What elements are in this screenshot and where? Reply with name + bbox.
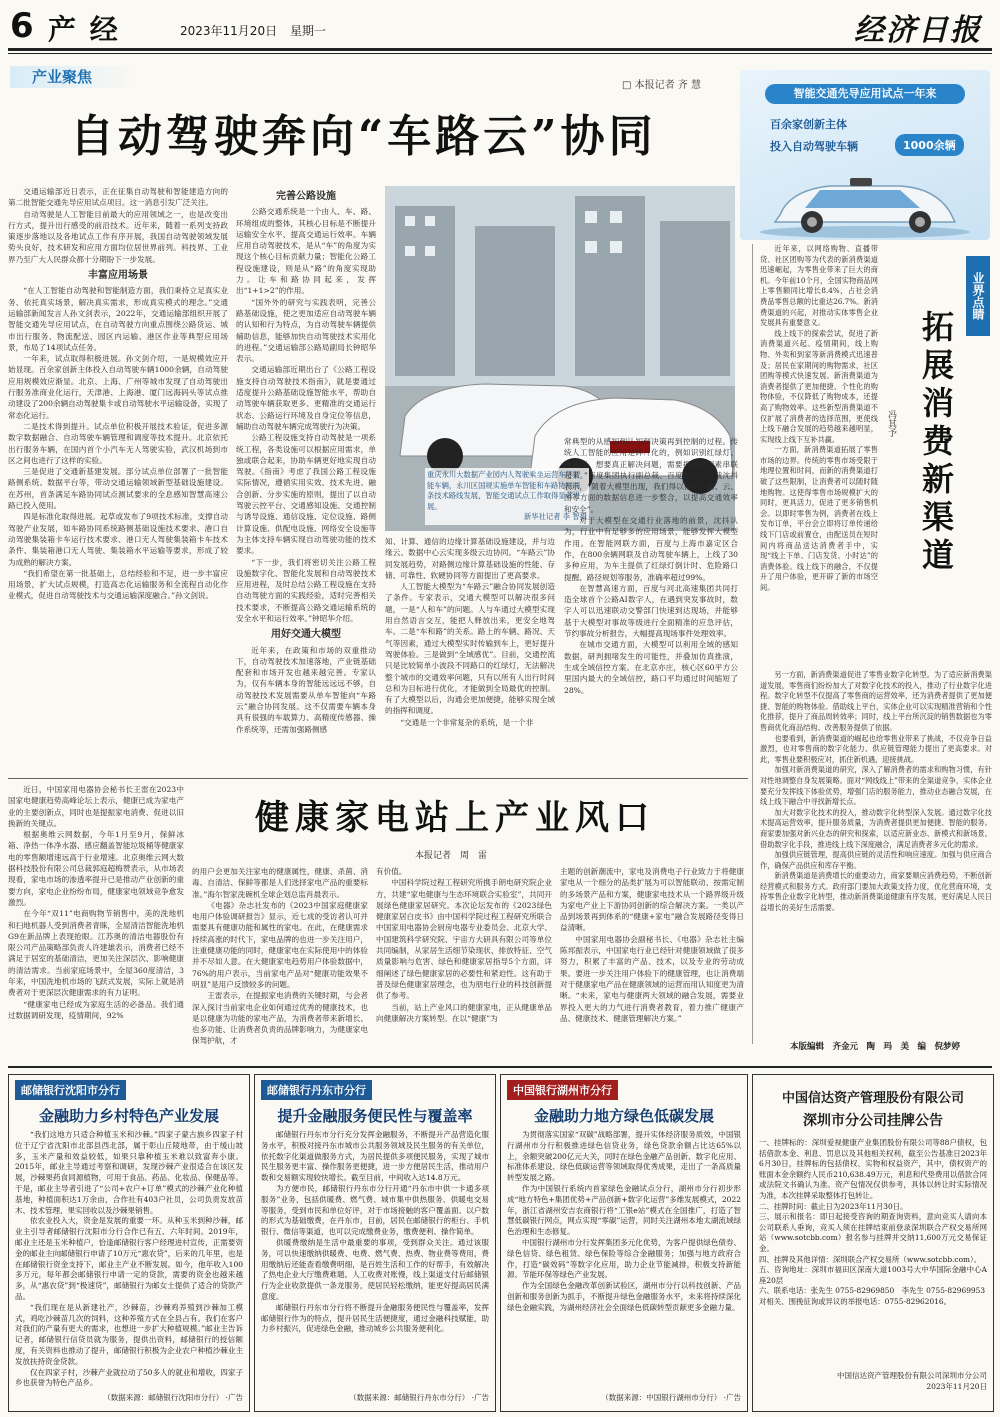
masthead-rule <box>8 48 992 51</box>
banner-title: 智能交通先导应用试点一年来 <box>765 84 965 104</box>
middle-col2 <box>192 866 368 1064</box>
middle-col4 <box>560 866 744 1064</box>
ad-body <box>501 1130 747 1392</box>
paragraph: 知、计算、通信的边缘计算基础设施建设，并与边缘云、数据中心云实现多级云边协同。“车路云”协同发展趋势，对路侧边缘计算基础设施的性能、存储、可靠性、软硬协同等方面提出了更高要求。 <box>385 537 555 580</box>
paragraph: “国外外的研究与实践表明，完善公路基础设施，使之更加适应自动驾驶车辆的认知和行为特点，为自动驾驶车辆提供辅助信息，能够加快自动驾驶技术实用化的进程。”交通运输部公路局副局长钟昭华表示。 <box>236 297 376 364</box>
paragraph: 加大对数字化技术的投入，推动数字化转型深入发展。通过数字化技术提高运营效率，提升服务质量，为消费者提供更加便捷、智能的服务。商家要加强对新兴业态的研究和探索，以适应新业态、新模式和新场景。借助数字化手段，推进线上线下深度融合，满足消费者多元化的需求。 <box>760 807 992 849</box>
paragraph: “我们希望在第一批基础上，总结经验和不足，进一步丰富应用场景，扩大试点规模，打造高志化运输服务和全流程自动化作业模式，促进自动驾驶技术与交通运输深度融合。”孙文剑说。 <box>8 568 228 601</box>
opinion-rubric <box>966 256 990 336</box>
notice-signature: 中国信达资产管理股份有限公司深圳市分公司 <box>837 1371 987 1380</box>
ad-boc-huzhou <box>500 1074 748 1412</box>
section-name: 产 经 <box>48 13 120 46</box>
ad-mark: ·广告 <box>225 1393 243 1402</box>
ads-divider <box>8 1066 992 1068</box>
paragraph: 为贯彻落实国家“双碳”战略部署，提升实体经济服务质效，中国银行湖州市分行积极推进绿色信贷业务，绿色贷款余额占比达65%以上，余额突破200亿元大关，同时在绿色金融产品创新、数字化应用、标准体系建设、绿色低碳运营等领域取得优秀成果，走出了一条高质量转型发展之路。 <box>507 1130 741 1183</box>
masthead-rule-thin <box>8 53 992 54</box>
ad-psbc-dandong <box>254 1074 496 1412</box>
source-text: （数据来源：中国银行湖州市分行） <box>601 1393 722 1402</box>
ad-bank-name <box>501 1075 747 1100</box>
paragraph: 根据奥维云网数据，今年1月至9月，保鲜冰箱、净热一体净水器、感应翻盖智能垃圾桶等健康家电的零售额增速远高于行业增速。北京奥维云网大数据科技股份有限公司总裁郭庭超梅赞表示，从市场表现看，家电市场的渗透率提升已是推动产业创新的重要方向，家电企业纷纷布局，健康家电领域竞争愈发激烈。 <box>8 830 184 907</box>
top-article-col4 <box>564 436 738 766</box>
masthead <box>0 0 1000 58</box>
paragraph: 公路交通系统是一个由人、车、路、环境组成的整体，其核心目标是不断提升运输安全水平、提高交通运行效率。车辆应用自动驾驶技术，是从“车”的角度为实现这个核心目标贡献力量；智能化公路工程设施建设，则是从“路”的角度实现助力。让车和路协同起来，发挥出“1+1>2”的作用。 <box>236 207 376 296</box>
paragraph: 作为中国银行系统内首家绿色金融试点分行，湖州市分行初步形成“地方特色+集团优势+产品创新+数字化运营”多维发展模式，2022年，浙江省湖州安吉农商银行将“工银e站”模式在全国推广，打造了智慧低碳银行网点，网点实现“零碳”运营，同时关注湖州本地太湖流域绿色治理和生态修复。 <box>507 1183 741 1237</box>
paragraph: 近日，中国家用电器协会秘书长王雷在2023中国家电健康趋势高峰论坛上表示，健康已成为家电产业的主要创新点，同时也是提振家电消费、促进以旧换新的关键点。 <box>8 785 184 828</box>
paragraph: 在今年“双11”电商购物节销售中，美的洗地机和扫地机器人受到消费者青睐，全屋清洁智能洗地机G9在新品牌上表现抢眼。江苏奥的清洁电器股份有限公司产品策略部负责人许建雄表示，消费者已经不满足于居室的基础清洁，更加关注深层次、影响健康的清洁需求。当前家庭场景中，全屋360度清洁，3年来，中国洗地机市场的飞跃式发展，实际上就是消费者对于更深层次健康需求的有力证明。 <box>8 909 184 998</box>
paragraph: 当前，站上产业风口的健康家电，正从健康单品向健康解决方案转型。在以“健康”为 <box>376 1002 552 1023</box>
paragraph: “我们现在是从新建社产，沙棘苗，沙棘鸡养殖到沙棘加工模式，鸡吃沙棘苗几次的饲料，这种养殖方式在全县占有。我们在客户对我们的产量有更大的需求，也想进一步扩大种植规模。”邮业主告诉记者，邮储银行信贷员就为服务，提供出资料，邮储银行的授信额度，有关资料也推动了提升，邮储银行积极为企业农户种植沙棘业主发放扶持资金贷款。 <box>15 1302 243 1366</box>
paragraph: 三是促进了交通新基建发展。部分试点单位部署了一批智能路侧系统、数据平台等，带动交通运输领域新型基础设施建设。在苏州，首条满足车路协同试点测试要求的全息感知智慧高速公路已投入使用。 <box>8 467 228 511</box>
paragraph: 近年来，在政策和市场的双重推动下，自动驾驶技术加速落地，产业链基础配套和市场开发也越来越完善。专家认为，仅有车辆本身的智能远远远不够，自动驾驶技术发展需要从单车智能向“车路云”融合协同发展。这不仅需要车辆本身具有很强的车载算力、高精度传感器、操作系统等，还需加强路侧感 <box>236 645 376 734</box>
paragraph: 近年来，以网络购物、直播带货、社区团购等为代表的新消费渠道迅速崛起，为零售业带来了巨大的商机。今年前10个月，全国实物商品网上零售额同比增长8.4%，占社会消费品零售总额的比重达26.7%。新消费渠道的兴起，对推动实体零售企业发展具有重要意义。 <box>760 244 878 328</box>
ad-bank-name <box>255 1075 495 1100</box>
top-article-col1 <box>8 186 228 786</box>
opinion-headline <box>918 310 958 576</box>
ad-bank-name <box>9 1075 249 1100</box>
col1-intro <box>8 186 228 265</box>
ad-title: 提升金融服务便民性与覆盖率 <box>277 1107 473 1125</box>
notice-item: 对相关、围挽征询或异议的举报电话：0755-82962016。 <box>759 1296 951 1306</box>
cinda-notice <box>752 1074 994 1412</box>
paragraph: 为方便市民，邮储银行丹东市分行开通“丹东市中供一卡通多项服务”业务，包括供暖费、燃气费、城市集中供热服务、供暖电交易等服务，受到市民和单位好评，对于市场接触的客户覆盖面、以户数的形式为基础缴费，在丹东市，目前，居民在邮储银行的柜台、手机银行、微信等渠道，也可以完成缴费业务，缴费便利、操作简单。 <box>261 1183 489 1237</box>
notice-item: 一、挂牌标的：深圳爱视健康产业集团股份有限公司等88户债权，包括借款本金、利息、罚息以及其他相关权利，截至公告基准日2023年6月30日，挂牌标的包括债权、实物和权益资产，其中，债权资产的账面本金余额约人民币210,638.49万元，利息和代垫费用以借款合同或法院文书确认为准。资产包情况仅供参考，具体以转让时实际情况为准，本次挂牌采取整体打包转让。 <box>759 1138 987 1200</box>
banner-stat-entities: 百余家创新主体 <box>770 118 847 131</box>
subhead-traffic-model: 用好交通大模型 <box>271 629 341 641</box>
page-number: 6 <box>10 6 34 46</box>
paper-logo: 经济日报 <box>854 13 982 48</box>
caption-text: 重庆永川大数据产业园内人驾驶乘坐运营车等智能车辆，永川区国规实施单车智能和车路协同两条技术路线发展，智能交通试点工作取得显著进展。 <box>427 470 581 511</box>
paragraph: 主题的创新潮流中，家电及消费电子行业致力于将健康家电从一个细分的品类扩展为可以智能联动、按需定制的多场景产品和方案，健康家电技术从一个路界级升级为家电产业上下游协同创新的综合解决方案。一类以产品到场景再到体系的“健康+家电”融合发展路径变得日益清晰。 <box>560 867 744 933</box>
ad-psbc-shenyang <box>8 1074 250 1412</box>
notice-item: 二、挂牌时间：截止日为2023年11月30日。 <box>759 1201 908 1211</box>
paragraph: 公路工程设施支持自动驾驶是一项系统工程，各类设施可以根据应用需求，单独或联合起来，协助车辆更好地实现自动驾驶。《指南》考虑了我国公路工程设施实际情况，遵循实用实效、技术先进、融合创新、分步实施的原则，提出了以自动驾驶云控平台、交通感知设施、交通控制与诱导设施、通信设施、定位设施、路侧计算设施、供配电设施、网络安全设施等为主体支持车辆实现自动驾驶功能的技术要求。 <box>236 433 376 556</box>
opinion-author <box>884 410 898 437</box>
paragraph: 有价值。 <box>376 867 407 876</box>
notice-body <box>753 1138 993 1368</box>
paragraph: 四是标准化取得进展。起草或发布了9项技术标准，支撑自动驾驶产业发展，如车路协同系统路侧基础设施技术要求、港口自动驾驶集装箱卡车运行技术要求、港口无人驾驶集装箱卡车技术条件、集装箱港口无人驾驶、集装箱水平运输等要求，形成了较为成熟的解决方案。 <box>8 512 228 567</box>
ad-source <box>9 1392 249 1403</box>
notice-company: 中国信达资产管理股份有限公司 <box>781 1091 964 1106</box>
top-article-col2 <box>236 186 376 786</box>
paragraph: 邮储银行丹东市分行将不断提升金融服务便民性与覆盖率，发挥邮储银行作为的特点，提升居民生活便捷度，通过金融科技赋能，助力乡村振兴，促进绿色金融，推动城乡公共服务便利化。 <box>261 1302 489 1334</box>
editors-credit: 本版编辑 齐金元 陶 玛 美 编 倪梦婷 <box>790 1042 961 1052</box>
paragraph: 加强对新消费渠道的研究，深入了解消费者的需求和购物习惯，有针对性地调整自身发展策略。面对“网线线上”带来的全渠道竞争，实体企业要充分发挥线下体验优势，增强门店的服务能力，推动业态融合发展，在线上线下融合中寻找新增长点。 <box>760 765 992 807</box>
notice-date: 2023年11月20日 <box>926 1382 987 1391</box>
middle-col1 <box>8 784 184 1064</box>
paragraph: 的用户会更加关注家电的健康属性，健康、杀菌、消毒、自清洁、保鲜等都是人们选择家电产品的重要标准。”海尔智家洗碗机全球企划总监肖晨表示。 <box>192 867 368 899</box>
paragraph: 作为全国绿色金融改革创新试验区，湖州市分行以科技创新、产品创新和服务创新为抓手，不断提升绿色金融服务水平，未来将持续深化绿色金融实践，为湖州经济社会全面绿色低碳转型贡献更多金融力量。 <box>507 1281 741 1312</box>
paragraph: 另一方面，新消费渠道促进了零售业数字化转型。为了适应新消费渠道发展，零售商们纷纷加大了对数字化技术的投入，推动了行业数字化进程。数字化转型不仅提高了零售商的运营效率，还为消费者提供了更加便捷、智能的购物体验。借助线上平台，实体企业可以实现精准营销和个性化推荐，提升了商品周转效率；同时，线上平台所沉淀的销售数据也为零售商优化商品结构、改善服务提供了依据。 <box>760 670 992 732</box>
paragraph: 依农业投入大，资金是发展的重要一环。从种玉米到种沙棘，邮业主引导者邮储银行沈阳市分行合作已有五、六年时间。2019年，邮业主还是玉米种植户，恰逢邮储银行客户经理进村宣传，正需要资金的邮业主向邮储银行申请了10万元“惠农贷”，后来的几年里，也是在邮储银行资金支持下，邮业主产业不断发展。如今，他年收入100多万元，每年都会邮储银行申请一定的贷款，需要的资金也越来越多，从“惠农贷”到“极速贷”，邮储银行为邮女士提供了适合的贷款产品。 <box>15 1216 243 1301</box>
paragraph: 在城市交通方面，大模型可以利用全域的感知数据，研判拥堵发生的可能性，并叠加仿真推演，生成全域信控方案。在北京亦庄，核心区60平方公里国内最大的全域信控，路口平均通过时间缩短了28%。 <box>564 640 738 695</box>
paragraph: 人工智能大模型为“车路云”融合协同发展创造了条件。专家表示，交通大模型可以解决很多问题，一是“人和车”的问题。人与车通过大模型实现用自然语言交互，能把人释放出来，更安全地驾车。二是“车和路”的关系。路上的车辆、路况、天气等因素，通过大模型实时传输到车上，更好提升驾驶体验。三是做到“全域感优”。目前，交通控流只是比较简单小波段不同路口的红绿灯，无法解决整个城市的交通效率问题，只有以所有人出行时间总和为目标进行优化，才能做到全局最优的控制。有了大模型以后，沟通会更加便捷，能够实现全域的指挥和调度。 <box>385 582 555 716</box>
ad-title: 金融助力地方绿色低碳发展 <box>533 1107 714 1125</box>
ad-source <box>501 1392 747 1403</box>
paragraph: 在智慧高速方面，百度与河北高速集团共同打造全球首个公路AI数字人，在遇到突发事故时，数字人可以迅速联动交警部门快速到达现场，并能够基于大模型对事故等级进行全面精准的应急评估，节约事故分析报告，大幅提高现场事件处理效率。 <box>564 583 738 639</box>
issue-weekday: 星期一 <box>290 24 327 38</box>
banner-stat-vehicles-label: 投入自动驾驶车辆 <box>770 140 858 153</box>
headline-autonomous-driving: 自动驾驶奔向“车路云”协同 <box>70 111 657 162</box>
section-divider <box>8 778 748 779</box>
paragraph: 王雷表示，在提振家电消费的关键时期，与会者深入探讨当前家电企业如何通过优秀的健康技术，也是以健康为功能的家电产品，为消费者带来新增长、也多功能、让消费者负责的品牌影响力，为健康家电保驾护航，才 <box>192 991 368 1046</box>
paragraph: “下一步，我们将密切关注公路工程设施数字化、智能化发展和自动驾驶技术应用进程，及时总结公路工程设施在支持自动驾驶方面的实践经验，适时完善相关技术要求，不断提高公路交通运输系统的安全水平和运行效率。”钟昭华介绍。 <box>236 557 376 623</box>
paragraph: 一方面，新消费渠道拓展了零售市场的边界。传统的零售市场受限于地理位置和时间，而新的消费渠道打破了这些限制，让消费者可以随时随地购物。这使得零售市场规模扩大的同时，更具活力，促进了更多销售机会。以即时零售为例，消费者在线上发布订单，平台会立即将订单传递给线下门店或前置仓，由配送员在短时间内将商品送达消费者手中，实现“线上下单、门店发货、小时达”的消费体验。线上线下的融合，不仅提升了用户体验，更开辟了新的市场空间。 <box>760 445 878 592</box>
rubric-industry-focus <box>10 66 140 88</box>
paragraph: 仅在四家子村，沙棘产业就拉动了50多人的就业和增收，四家子乡也获誉为特色产品乡。 <box>15 1367 243 1388</box>
paragraph: 对于大模型在交通行业落地的前景，沈抖认为，行业中有足够多的应用场景，能够发挥大模型作用。在智能网联方面，百度与上海市嘉定区合作，在800余辆网联及自动驾驶车辆上，上线了30多种应用，为车主提供了红绿灯倒计时、危险路口提醒、路径规划等服务，准确率超过99%。 <box>564 516 738 582</box>
middle-reporter: 本报记者 周 雷 <box>415 851 488 861</box>
paragraph: “健康家电已经成为家庭生活的必备品。我们通过数据调研发现，疫情期间，92% <box>8 999 184 1020</box>
paragraph: 新消费渠道是消费增长的重要动力，商家要顺应消费趋势，不断创新经营模式和服务方式。政府部门要加大政策支持力度，优化营商环境，支持零售企业数字化转型，推动新消费渠道健康有序发展，更好满足人民日益增长的美好生活需要。 <box>760 871 992 913</box>
ad-mark: ·广告 <box>471 1393 489 1402</box>
paragraph: 交通运输部近日表示，正在征集自动驾驶和智能建造方向的第二批智能交通先导应用试点项目。这一消息引发广泛关注。 <box>8 187 228 208</box>
paragraph: 《电器》杂志社发布的《2023中国家庭健康家电用户体验调研报告》显示，近七成的受访者认可并需要具有健康功能和属性的家电。在此，在健康需求持续高涨的时代下，家电品牌的也进一步关注用户，注重健康功能的同时，健康家电在实际使用中的体验并不尽如人意。在大健康家电趋势用户体验数据中，76%的用户表示，当前家电产品对“健康功能效果不明显”是用户反馈较多的问题。 <box>192 900 368 989</box>
paragraph: 中国科学院过程工程研究所携手朗电研究院企业方，共建“家电健康与生态环境联合实验室”，共同开展绿色健康家居研究。本次论坛发布的《2023绿色健康家居白皮书》由中国科学院过程工程研究所联合中国家用电器协会厨房电器专业委员会、北京大学、中国建筑科学研究院、宇宙方大研具有限公司等单位共同编制，从家居生活细节染现状、排放特征、空气质量影响与危害、绿色和健康家居指导5个方面，详细阐述了绿色健康家居的必要性和紧迫性。这有助于普及绿色健康家居理念，也为朋电行业的科技创新提供了参考。 <box>376 878 552 1001</box>
notice-item: 六、联系电话：张先生 0755-82969850 李先生 0755-82969953 <box>759 1286 986 1296</box>
bank-label: 邮储银行沈阳市分行 <box>15 1080 126 1100</box>
paragraph: 中国银行湖州市分行发挥集团多元化优势，为客户提供绿色债券、绿色信贷、绿色租赁、绿色保险等综合金融服务；加强与地方政府合作，打造“碳效码”等数字化应用，助力企业节能减排，积极支持新能源、节能环保等绿色产业发展。 <box>507 1237 741 1280</box>
opinion-text-top <box>760 244 878 664</box>
middle-col3 <box>376 866 552 1064</box>
notice-item: 三、展示和报名：即日起接受咨询的期查询资料，意向竞买人请向本公司联系人垂询，竞买人须在挂牌结束前登录深圳联合产权交易所网站（www.sotcbb.com）报名参与挂牌并交纳11,600万元交易保证金。 <box>759 1212 987 1253</box>
headline-healthy-appliances: 健康家电站上产业风口 <box>255 798 655 838</box>
paragraph: 二是技术得到提升。试点单位积极开展技术验证，促进多源数字数据融合、自动驾驶车辆管理和调度等技术提升。北京依托出行服务车辆，在国内首个小汽车无人驾驶实验，武汉机场到市区之间也进行了这样的实验。 <box>8 421 228 465</box>
notice-item: 四、挂牌及其他详情：深圳联合产权交易所（www.sotcbb.com）。 <box>759 1254 982 1264</box>
source-text: （数据来源：邮储银行丹东市分行） <box>349 1393 470 1402</box>
reporter-byline: □ 本报记者 齐 慧 <box>622 80 701 91</box>
paragraph: 也要看到，新消费渠道的崛起也给零售业带来了挑战，不仅竞争日益激烈，也对零售商的数字化能力、供应链管理能力提出了更高要求。对此，零售业要积极应对，抓住新机遇，迎接挑战。 <box>760 733 992 764</box>
paragraph: 线上线下的探索尝试，促进了新消费渠道兴起。疫情期间，线上购物、外卖和到家等新消费模式迅速普及；居民在家期间的购物需求，社区团购等模式快速发展。新消费渠道为消费者提供了更加便捷、个性化的购物体验，不仅降低了购物成本，还提高了购物效率。这些新型消费渠道不仅扩展了消费者的选择范围，更使线上线下融合发展的趋势越来越明显，实现线上线下互补共赢。 <box>760 328 878 444</box>
ad-body <box>9 1130 249 1392</box>
top-article-col3 <box>385 536 555 766</box>
subhead-rich-scenarios: 丰富应用场景 <box>88 270 148 282</box>
opinion-author-name: 冯其予 <box>886 410 896 437</box>
paragraph: 邮储银行丹东市分行充分发挥金融服务，不断提升产品营造化服务水平，积极对接丹东市城市公共服务领域及民生服务的有关单位，依托数字化渠道做服务方式，为居民提供多项便民服务，实现了城市民生服务更丰富、操作服务更便捷，进一步方便居民生活，推动用户数和交易额实现较快增长。截至目前，中间收入达14.8万元。 <box>261 1130 489 1183</box>
ad-mark: ·广告 <box>723 1393 741 1402</box>
self-driving-car-illustration <box>750 160 980 240</box>
bank-label: 邮储银行丹东市分行 <box>261 1080 372 1100</box>
ad-source <box>255 1392 495 1403</box>
rubric-label: 产业聚焦 <box>32 68 93 86</box>
paragraph: 一年来，试点取得积极进展。孙文剑介绍，一是规模效应开始显现。百余家创新主体投入自动驾驶车辆1000余辆，自动驾驶应用规模效应渐显。北京、上海、广州等城市发现了自动驾驶出行服务准商业化运行，天津港、上海港、厦门远海码头等试点推动建设了200余辆自动驾驶集卡或自动驾驶水平运输设备，实现了常态化运行。 <box>8 354 228 420</box>
paragraph: 交通运输部近期出台了《公路工程设施支持自动驾驶技术指南》，就是要通过适度提升公路基础设施智能水平，帮助自动驾驶车辆获取更多、更精准的交通运行状态、公路运行环境及自身定位等信息，辅助自动驾驶车辆完成驾驶行为决策。 <box>236 365 376 431</box>
paragraph: 加强供应链管理，提高供应链的灵活性和响应速度。加强与供应商合作，确保产品供应和库存平衡。 <box>760 850 992 870</box>
paragraph: “在人工智能自动驾驶和智能制造方面，我们秉持立足真实业务、依托真实场景，解决真实需求，形成真实模式的理念。”交通运输部新闻发言人孙文剑表示，2022年，交通运输部组织开展了智能交通先导应用试点，在自动驾驶方向重点围绕公路货运、城市出行服务、物流配送、园区内运输、港区作业等典型应用场景，布局了14项试点任务。 <box>8 286 228 352</box>
ad-title: 金融助力乡村特色产业发展 <box>38 1107 219 1125</box>
photo-credit: 新华社记者 李 智摄 <box>523 512 587 521</box>
source-text: （数据来源：邮储银行沈阳市分行） <box>103 1393 224 1402</box>
paragraph: 常典型的从感知到认知到决策再到控制的过程。传统人工智能的应用是碎片化的，例如识别红绿灯、违章等。想要真正解决问题，需要把所有因素串联起来。”百度集团执行副总裁、百度智能云总裁沈抖表示，“随着大模型出现，我们得以把车、路、云、图等方面的数据信息进一步整合，以提高交通效率和安全”。 <box>564 437 738 514</box>
paragraph: “交通是一个非常复杂的系统，是一个非 <box>400 717 534 727</box>
subhead-road-facilities: 完善公路设施 <box>276 191 336 202</box>
bank-label: 中国银行湖州市分行 <box>507 1080 618 1100</box>
paragraph: 中国家用电器协会副秘书长、《电器》杂志社主编陈邦振表示，中国家电行业已经针对健康领域做了很多努力，积累了丰富的产品、技术，以及专业的劳动成果。要进一步关注用户体验下的健康管理，也让消费端对于健康家电产品在健康领域的运营而用认知度更为清晰。“未来，家电与健康两大领域的融合发展，需要业界投入更大的力气进行消费者教育，着力推广健康产品、健康技术、健康管理解决方案。” <box>560 934 744 1023</box>
paragraph: 自动驾驶是人工智能目前最大的应用领域之一，也是改变出行方式，提升出行感受的前沿技术。近年来，随着一系列支持政策逐步落地以及各地试点工作有序开展，我国自动驾驶领域发展势头良好，技术研发和应用方面均位居世界前列。科技界、工业界乃至广大人民群众都十分期盼下一步发展。 <box>8 209 228 264</box>
notice-item: 五、咨询地址：深圳市福田区深南大道1003号大中华国际金融中心A座20层 <box>759 1265 987 1285</box>
column-divider <box>752 244 753 1044</box>
paragraph: 供暖费缴纳是生活中最重要的事项，受到群众关注。通过该服务，可以快速缴纳供暖费、电费、燃气费、热费、物业费等费用，费用缴纳后还能查看缴费明细，是百姓生活和工作的好帮手，有效解决了热电企业大厅缴费难题。人工收费对账慢，线上渠道支付后邮储银行为企业收款提供一条龙服务，使居民轻松缴纳，能更好提高居民满意度。 <box>261 1237 489 1301</box>
opinion-headline-text: 拓展消费新渠道 <box>917 310 955 576</box>
banner-stat-vehicles-value: 1000余辆 <box>895 134 964 156</box>
paragraph: “我们这地方只适合种植玉米和沙棘。”四家子蒙古族乡四家子村位于辽宁省沈阳市北部县西北部，属于彰山丘陵地带，由于缓山坡多，玉米产量和效益较低，如果只靠种植玉米难以致富奔小康。2015年，邮业主导通过考察和调研，发现沙棘产业很适合在该区发展，沙棘果药食同源植物，可用于食品、药品、化妆品、保健品等。于是，邮业主导者引进了“公司+农户+订单”模式的沙棘产业化种植基地，种植面积达1万余亩，合作社有403户社员，公司负责发放苗木、技术管理、果实回收以及沙棘果销售。 <box>15 1130 243 1215</box>
ad-body <box>255 1130 495 1392</box>
opinion-rubric-label: 业界点睛 <box>971 272 985 320</box>
notice-title: 深圳市分公司挂牌公告 <box>803 1113 943 1129</box>
issue-date: 2023年11月20日 <box>180 24 278 38</box>
stats-banner <box>740 70 990 240</box>
